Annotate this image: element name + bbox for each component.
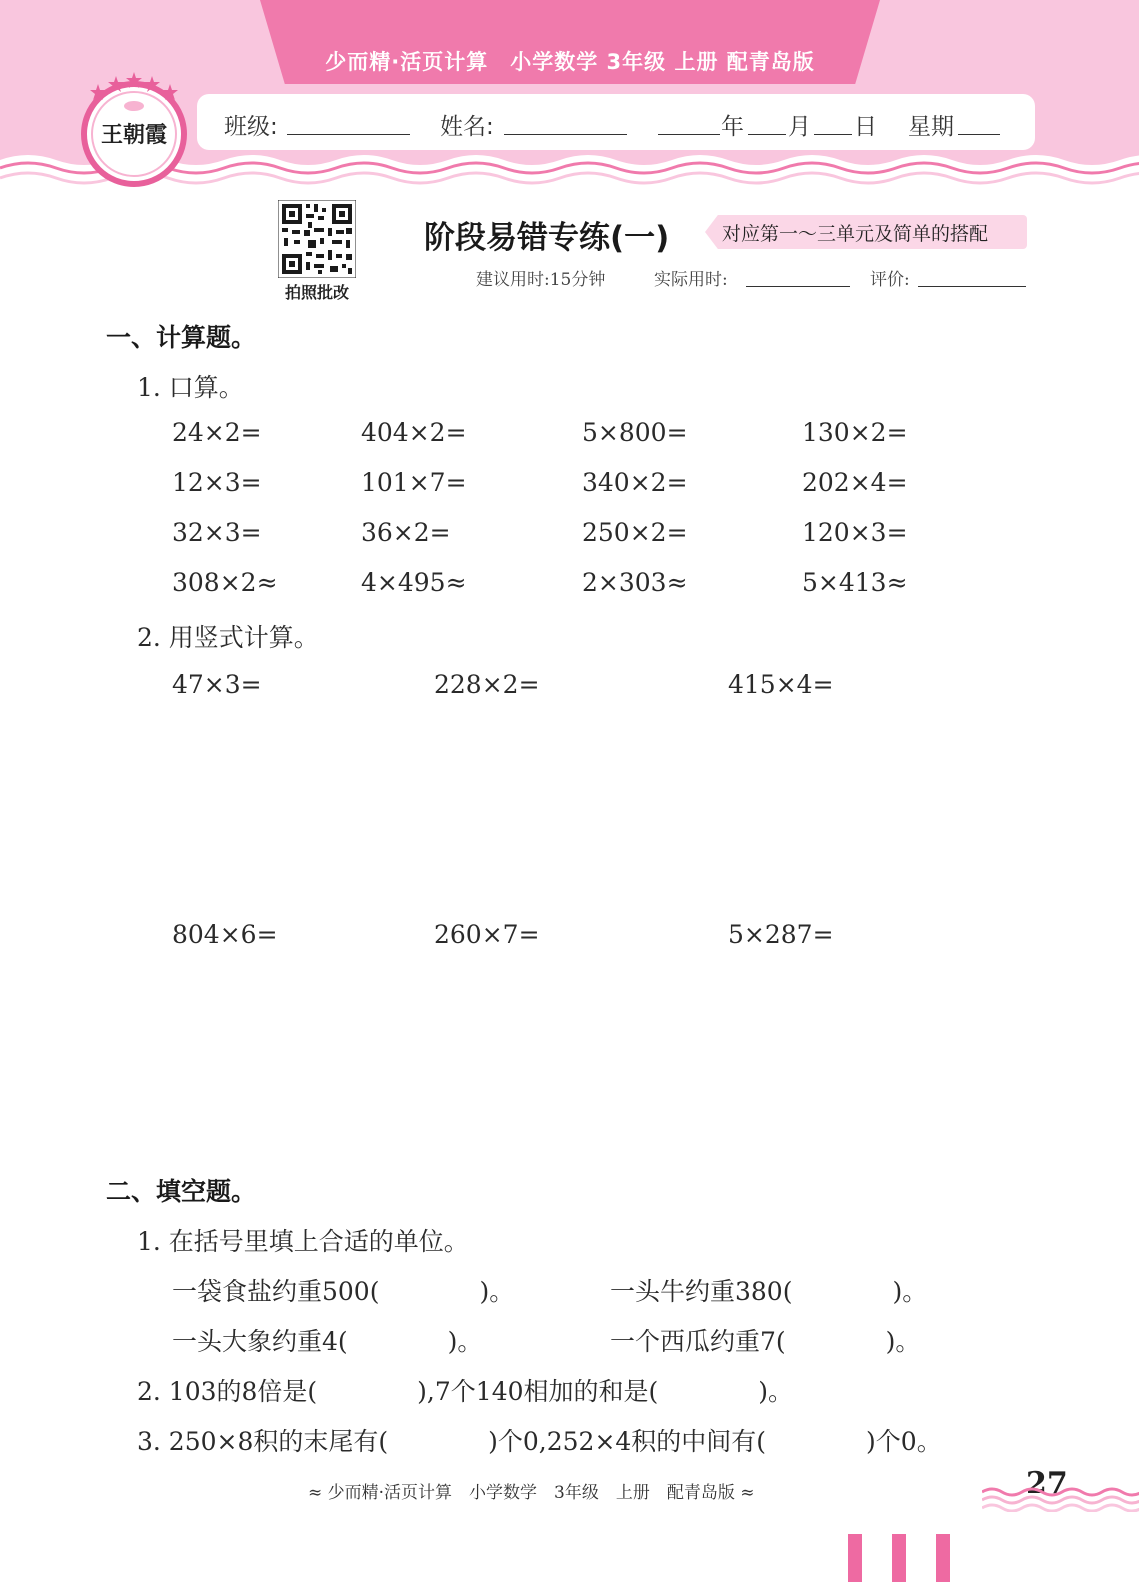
vertical-calc-label: 2. 用竖式计算。 — [137, 623, 319, 652]
month-field[interactable] — [748, 134, 786, 135]
logo-text: 王朝霞 — [100, 122, 168, 148]
weekday-label: 星期 — [908, 114, 954, 140]
suggested-time: 建议用时:15分钟 — [476, 270, 606, 290]
oral-calc-expr: 101×7= — [361, 468, 467, 497]
oral-calc-label: 1. 口算。 — [137, 373, 244, 402]
fill-blank-q3[interactable]: 3. 250×8积的末尾有( )个0,252×4积的中间有( )个0。 — [137, 1427, 942, 1456]
day-field[interactable] — [814, 134, 852, 135]
footer-wave-decoration — [982, 1486, 1139, 1512]
edge-tab-bar — [936, 1534, 950, 1582]
day-label: 日 — [854, 114, 877, 140]
publisher-logo-icon — [78, 70, 190, 188]
unit-blank-item[interactable]: 一个西瓜约重7( )。 — [610, 1327, 921, 1356]
oral-calc-expr: 24×2= — [172, 418, 262, 447]
series-title: 少而精·活页计算 小学数学 3年级 上册 配青岛版 — [325, 50, 815, 74]
actual-time-label: 实际用时: — [654, 270, 728, 290]
footer-series-text: ≈ 少而精·活页计算 小学数学 3年级 上册 配青岛版 ≈ — [308, 1483, 755, 1503]
fill-blank-q1-label: 1. 在括号里填上合适的单位。 — [137, 1227, 469, 1256]
vertical-calc-expr: 5×287= — [728, 920, 834, 949]
rating-field[interactable] — [918, 286, 1026, 287]
class-field[interactable] — [287, 134, 410, 135]
year-field[interactable] — [658, 134, 720, 135]
actual-time-field[interactable] — [746, 286, 850, 287]
page-number: 27 — [1026, 1466, 1068, 1501]
qr-caption: 拍照批改 — [284, 283, 349, 302]
oral-calc-expr: 120×3= — [802, 518, 908, 547]
edge-tab-bar — [848, 1534, 862, 1582]
scope-text: 对应第一～三单元及简单的搭配 — [722, 223, 989, 245]
month-label: 月 — [788, 114, 811, 140]
unit-blank-item[interactable]: 一头牛约重380( )。 — [610, 1277, 928, 1306]
vertical-calc-expr: 228×2= — [434, 670, 540, 699]
weekday-field[interactable] — [958, 134, 1000, 135]
oral-calc-expr: 340×2= — [582, 468, 688, 497]
oral-calc-expr: 5×800= — [582, 418, 688, 447]
rating-label: 评价: — [870, 270, 910, 290]
oral-calc-expr: 2×303≈ — [582, 568, 688, 597]
oral-calc-expr: 130×2= — [802, 418, 908, 447]
oral-calc-expr: 202×4= — [802, 468, 908, 497]
name-field[interactable] — [504, 134, 627, 135]
oral-calc-expr: 308×2≈ — [172, 568, 278, 597]
vertical-calc-expr: 260×7= — [434, 920, 540, 949]
page-title: 阶段易错专练(一) — [424, 220, 670, 256]
unit-blank-item[interactable]: 一头大象约重4( )。 — [172, 1327, 483, 1356]
fill-blank-q2[interactable]: 2. 103的8倍是( ),7个140相加的和是( )。 — [137, 1377, 794, 1406]
section-fill-blank-heading: 二、填空题。 — [106, 1177, 257, 1206]
class-label: 班级: — [224, 114, 278, 140]
qr-code-icon[interactable] — [278, 200, 356, 278]
vertical-calc-expr: 415×4= — [728, 670, 834, 699]
year-label: 年 — [721, 114, 744, 140]
vertical-calc-expr: 47×3= — [172, 670, 262, 699]
unit-blank-item[interactable]: 一袋食盐约重500( )。 — [172, 1277, 515, 1306]
section-calculation-heading: 一、计算题。 — [106, 323, 257, 352]
oral-calc-expr: 250×2= — [582, 518, 688, 547]
name-label: 姓名: — [440, 114, 494, 140]
vertical-calc-expr: 804×6= — [172, 920, 278, 949]
oral-calc-expr: 32×3= — [172, 518, 262, 547]
edge-tab-bar — [892, 1534, 906, 1582]
oral-calc-expr: 5×413≈ — [802, 568, 908, 597]
oral-calc-expr: 12×3= — [172, 468, 262, 497]
oral-calc-expr: 4×495≈ — [361, 568, 467, 597]
oral-calc-expr: 404×2= — [361, 418, 467, 447]
oral-calc-expr: 36×2= — [361, 518, 451, 547]
